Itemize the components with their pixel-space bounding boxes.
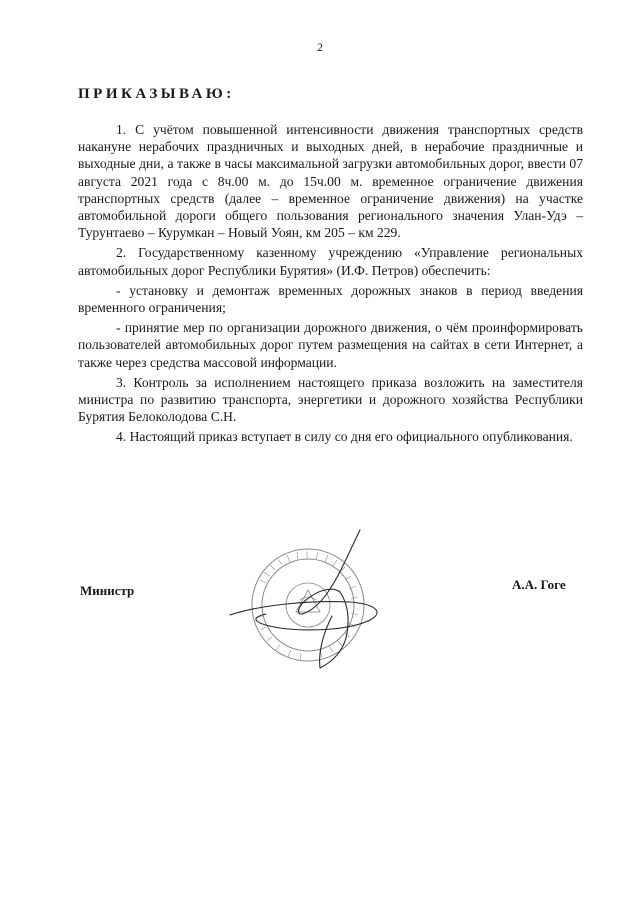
paragraph-1: 1. С учётом повышенной интенсивности движения транспортных средств накануне нерабочих праздничных и выходных дней, в нерабочие праздничные и выходные дни, а также в часы максимальной загрузки автомобильных дорог, ввести 07 августа 2021 года с 8ч.00 м. до 15ч.00 м. временное ограничение движения транспортных средств (далее – временное ограничение движения) на участке автомобильной дороги общего пользования регионального значения Улан-Удэ – Турунтаево – Курумкан – Новый Уоян, км 205 – км 229. bbox=[78, 122, 583, 241]
document-heading: ПРИКАЗЫВАЮ: bbox=[78, 86, 235, 102]
paragraph-4: 4. Настоящий приказ вступает в силу со дня его официального опубликования. bbox=[116, 429, 573, 445]
paragraph-2-item-2: - принятие мер по организации дорожного движения, о чём проинформировать пользователей автомобильных дорог путем размещения на сайтах в сети Интернет, а также через средства массовой информации. bbox=[78, 320, 583, 370]
paragraph-2: 2. Государственному казенному учреждению «Управление региональных автомобильных дорог Республики Бурятия» (И.Ф. Петров) обеспечить: bbox=[78, 245, 583, 278]
seal-stamp bbox=[252, 549, 364, 661]
signature-name: А.А. Гоге bbox=[512, 577, 566, 592]
signature-title: Министр bbox=[80, 583, 135, 598]
official-seal-with-signature bbox=[200, 520, 400, 690]
seal-outer-ring bbox=[252, 549, 364, 661]
page-number: 2 bbox=[317, 40, 323, 54]
paragraph-3: 3. Контроль за исполнением настоящего приказа возложить на заместителя министра по развитию транспорта, энергетики и дорожного хозяйства Республики Бурятия Белоколодова С.Н. bbox=[78, 374, 583, 425]
paragraph-2-item-1: - установку и демонтаж временных дорожных знаков в период введения временного ограничения; bbox=[78, 282, 583, 316]
document-body bbox=[78, 121, 583, 446]
